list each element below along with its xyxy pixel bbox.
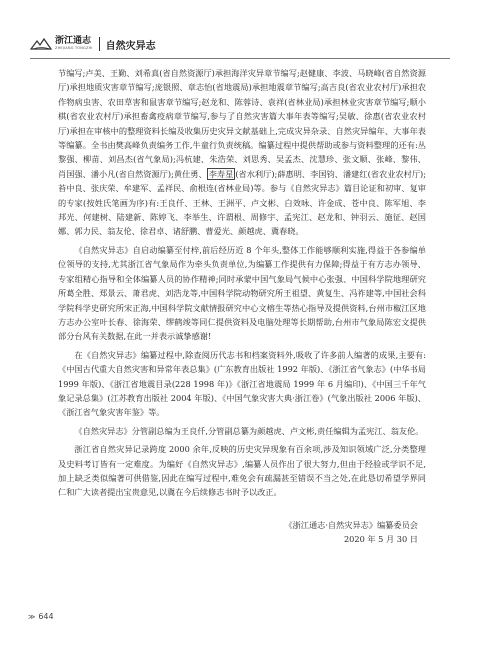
double-arrow-icon: ≫: [28, 612, 36, 621]
paragraph-editors: 《自然灾异志》分管副总编为王良仟,分管副总纂为颜越虎、卢文彬,责任编辑为孟宪江、翁友伦。: [74, 425, 424, 436]
logo-subtitle: ZHEJIANG TONGZHI: [55, 46, 93, 51]
paragraph-text: (省水利厅);薛惠明、李国钧、潘建红(省农业农村厅);苔中良、张庆荣、牟建军、孟祥民、俞根连(省林业局)等。参与《自然灾异志》篇目论证和初审、复审的专家(按姓氏笔画为序)有:王良仟、王林、王洲平、卢文彬、白效咏、许金成、苍中良、陈军旭、李邦光、何建树、陆建新、陈婷飞、李举生、许谓根、周修宇、孟宪江、赵龙和、钟羽云、施征、赵国娜、郭力民、翁友伦、徐君卓、诸舒鹏、曹爱光、颜越虎、冀春晓。: [58, 168, 426, 237]
logo-title: 浙江通志: [55, 36, 92, 47]
page-header: [30, 34, 156, 54]
page-body: [58, 66, 426, 547]
signature-block: [58, 518, 426, 547]
paragraph-acknowledgements: 《自然灾异志》自启动编纂至付梓,前后经历近 8 个年头,整体工作能够顺利实施,得益于各参编单位领导的支持,尤其浙江省气象局作为牵头负责单位,为编纂工作提供有力保障;得益于有方志办领导、专家组精心指导和全体编纂人员的协作精神;同时承蒙中国气象局气候中心张强、中国科学院地理研究所葛全胜、郑景云、萧君虎、刘浩龙等,中国科学院动物研究所王祖望、黄复生、冯祚建等,中国社会科学院科学史研究所宋正海,中国科学院文献情报研究中心文榕生等热心指导及提供资料,台州市椒江区地方志办公室叶长春、徐海荣、缪鹤竣等同仁提供资料及电脑处理等长期帮助,台州市气象局陈宏文提供部分台风有关数据,在此一并表示诚挚感谢!: [58, 244, 426, 342]
paragraph-closing: 浙江省自然灾异记录跨度 2000 余年,反映的历史灾异现象有百余项,涉及知识领域广泛,分类整理及史料考订皆有一定难度。为编好《自然灾异志》,编纂人员作出了很大努力,但由于经验或学识不足,加上缺乏类似编著可供借鉴,因此在编写过程中,难免会有疏漏甚至错误不当之处,在此恳切希望学界同仁和广大读者提出宝贵意见,以冀在今后续修志书时予以改正。: [58, 444, 426, 498]
header-divider: [99, 37, 100, 51]
signature-org: 《浙江通志·自然灾异志》编纂委员会: [284, 519, 418, 530]
paragraph-references: 在《自然灾异志》编纂过程中,除查阅历代志书和档案资料外,吸收了许多前人编著的成果,主要有:《中国古代重大自然灾害和异常年表总集》(广东教育出版社 1992 年版)、《浙江省气象志》(中华书局 1999 年版)、《浙江省地震目录(228 1998 年)》《浙江省地震局 1999 年 6 月编印)、《中国三千年气象记录总集》(江苏教育出版社 2004 年版)、《中国气象灾害大典·浙江卷》(气象出版社 2006 年版)、《浙江省气象灾害年鉴》等。: [58, 349, 426, 418]
page-number: 644: [38, 612, 54, 621]
paragraph-contributors: [58, 66, 426, 239]
signature-date: 2020 年 5 月 30 日: [343, 534, 418, 545]
header-rule: [30, 58, 450, 59]
mountain-logo-icon: [30, 37, 52, 51]
page-footer: [28, 612, 54, 621]
logo: [30, 37, 93, 51]
boxed-name: 李寿星: [208, 168, 234, 179]
paragraph-text: 节编写;卢美、王勤、刘希真(省自然资源厅)承担海洋灾异章节编写;赵健康、李波、马晓峰(省自然资源厅)承担地质灾害章节编写;庞银照、章志怡(省地震局)承担地震章节编写;高吉良(省农业农村厅)承担农作物病虫害、农田草害和鼠害章节编写;赵龙和、陈蓉诗、袁祥(省林业局)承担林业灾害章节编写;顺小棋(省农业农村厅)承担畜禽疫病章节编写,参与了自然灾害篇大事年表等编写;吴敏、徐惠(省农业农村厅)承担在审核中的整理资料长编及收集历史灾异文献基础上,完成灾异杂录、自然灾异编年、大事年表等编纂。全书由樊高峰负责编务工作,牛童行负责统稿。编纂过程中提供帮助或参与资料整理的还有:丛黎强、柳苗、刘昌杰(省气象局);冯杭建、朱浩荣、刘思秀、吴孟杰、沈慧珍、张文顺、张峰、黎伟、肖国强、潘小凡(省自然资源厅);黄仕勇、: [58, 68, 426, 179]
section-title: 自然灾异志: [105, 40, 156, 52]
